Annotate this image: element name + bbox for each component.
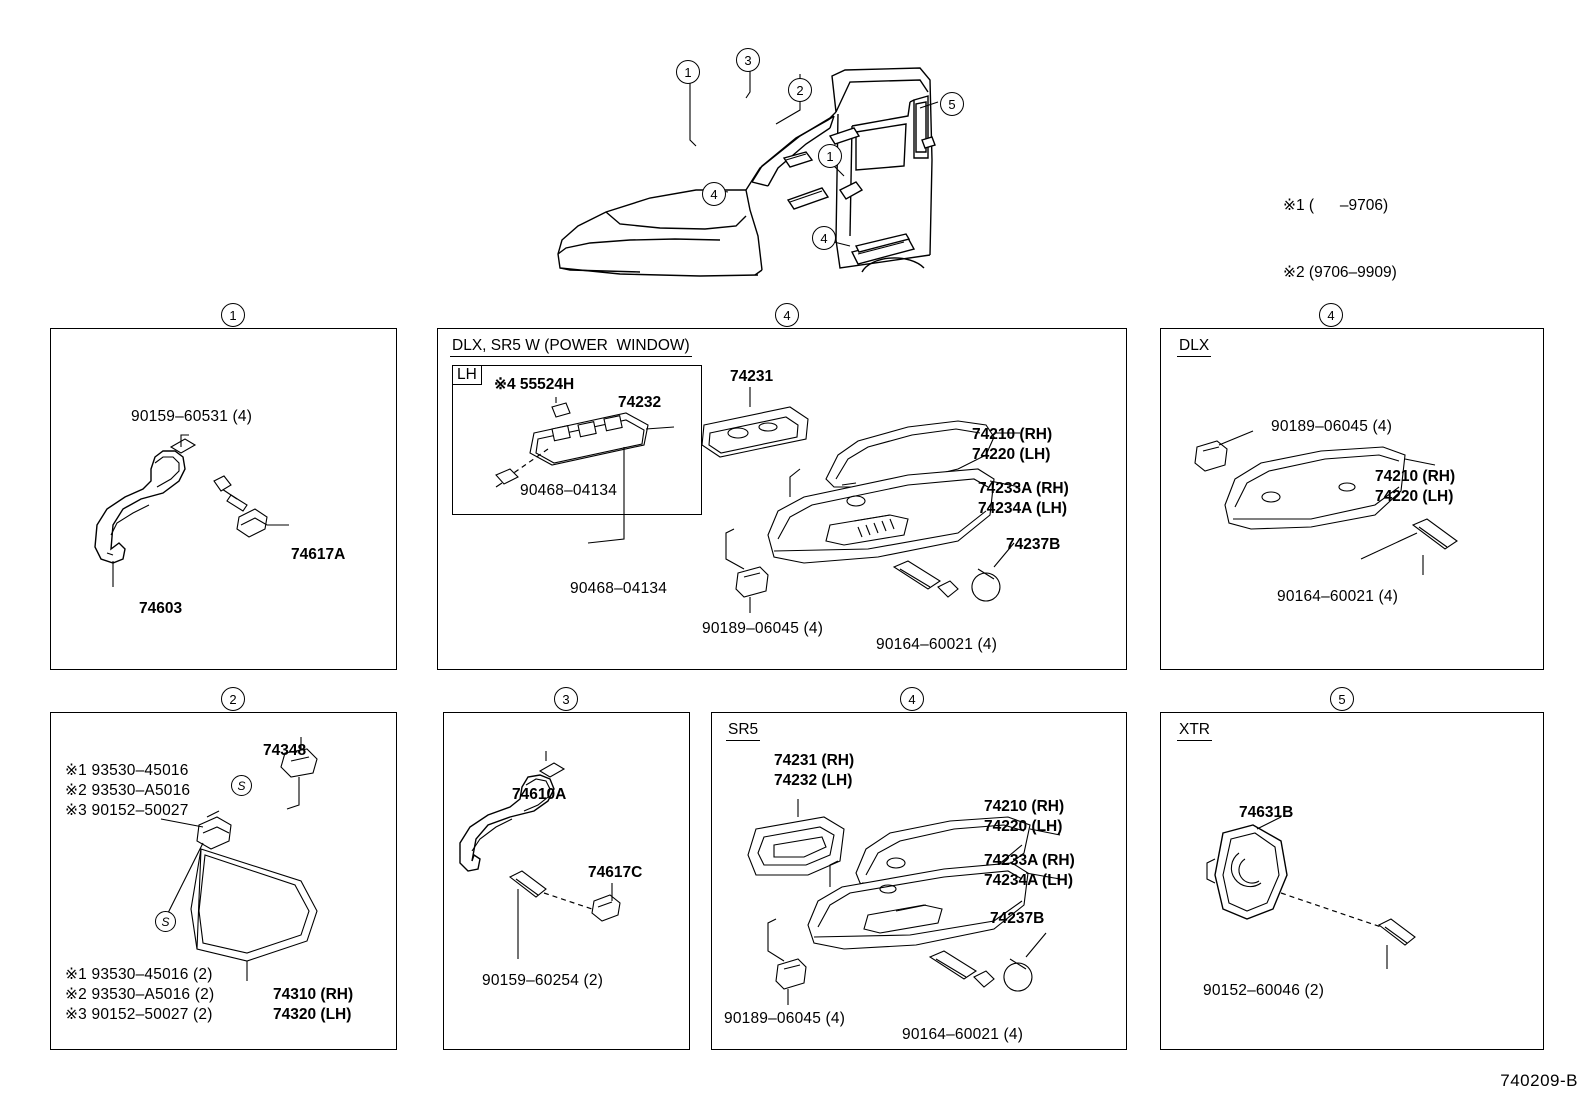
panel-4-dlx-part-2: 74220 (LH) (1375, 488, 1454, 505)
panel-1-part-1: 74617A (291, 546, 346, 563)
panel-4-power-title: DLX, SR5 W (POWER WINDOW) (450, 337, 692, 357)
panel-4-power-part-7: 74233A (RH) (978, 480, 1069, 497)
panel-2-part-3: ※3 90152–50027 (65, 802, 189, 819)
panel-4-sr5-part-6: 74237B (990, 910, 1045, 927)
panel-4-power-part-10: 90189–06045 (4) (702, 620, 824, 637)
panel-4-dlx-part-3: 90164–60021 (4) (1277, 588, 1399, 605)
panel-4-dlx-part-0: 90189–06045 (4) (1271, 418, 1393, 435)
panel-5-part-1: 90152–60046 (2) (1203, 982, 1325, 999)
panel-4-power-part-9: 74237B (1006, 536, 1061, 553)
panel-4-power-part-4: 74231 (730, 368, 774, 385)
panel-5-callout: 5 (1330, 687, 1354, 711)
vehicle-callout-2: 2 (788, 78, 812, 102)
panel-4-power-part-8: 74234A (LH) (978, 500, 1068, 517)
panel-5-title: XTR (1177, 721, 1212, 741)
legend-line-2: ※2 (9706–9909) (1283, 264, 1397, 282)
panel-1-part-2: 74603 (139, 600, 183, 617)
panel-4-sr5-part-1: 74232 (LH) (774, 772, 853, 789)
panel-3-part-2: 90159–60254 (2) (482, 972, 604, 989)
panel-2-screw-symbol-b: S (155, 911, 176, 932)
panel-armrest-power-window (437, 328, 1127, 670)
vehicle-callout-leaders (500, 40, 1020, 280)
vehicle-callout-4b: 4 (812, 226, 836, 250)
panel-4-sr5-title: SR5 (726, 721, 760, 741)
panel-armrest-dlx (1160, 328, 1544, 670)
panel-4-dlx-part-1: 74210 (RH) (1375, 468, 1456, 485)
panel-4-sr5-part-0: 74231 (RH) (774, 752, 855, 769)
vehicle-callout-3: 3 (736, 48, 760, 72)
panel-1-callout: 1 (221, 303, 245, 327)
panel-3-callout: 3 (554, 687, 578, 711)
panel-5-part-0: 74631B (1239, 804, 1294, 821)
panel-4-power-callout: 4 (775, 303, 799, 327)
vehicle-callout-1b: 1 (818, 144, 842, 168)
panel-4-power-part-6: 74220 (LH) (972, 446, 1051, 463)
panel-4-power-part-1: 74232 (618, 394, 662, 411)
panel-3-art (444, 713, 689, 1049)
panel-2-part-7: 74310 (RH) (273, 986, 354, 1003)
panel-4-sr5-part-3: 74220 (LH) (984, 818, 1063, 835)
panel-2-part-4: ※1 93530–45016 (2) (65, 966, 213, 983)
panel-4-power-part-3: 90468–04134 (570, 580, 668, 597)
panel-4-sr5-callout: 4 (900, 687, 924, 711)
panel-1-part-0: 90159–60531 (4) (131, 408, 253, 425)
panel-assist-grip-3 (443, 712, 690, 1050)
panel-2-part-6: ※3 90152–50027 (2) (65, 1006, 213, 1023)
panel-4-sr5-part-8: 90164–60021 (4) (902, 1026, 1024, 1043)
vehicle-callout-5: 5 (940, 92, 964, 116)
panel-4-power-part-11: 90164–60021 (4) (876, 636, 998, 653)
panel-2-part-5: ※2 93530–A5016 (2) (65, 986, 215, 1003)
vehicle-callout-4a: 4 (702, 182, 726, 206)
panel-2-part-8: 74320 (LH) (273, 1006, 352, 1023)
panel-4-dlx-art (1161, 329, 1543, 669)
panel-4-sr5-part-4: 74233A (RH) (984, 852, 1075, 869)
vehicle-callout-1a: 1 (676, 60, 700, 84)
panel-sun-visor (50, 712, 397, 1050)
panel-2-part-1: ※1 93530–45016 (65, 762, 189, 779)
panel-4-dlx-callout: 4 (1319, 303, 1343, 327)
panel-4-power-part-5: 74210 (RH) (972, 426, 1053, 443)
panel-2-part-0: 74348 (263, 742, 307, 759)
panel-2-screw-symbol-a: S (231, 775, 252, 796)
panel-coat-hook-xtr (1160, 712, 1544, 1050)
panel-4-sr5-part-7: 90189–06045 (4) (724, 1010, 846, 1027)
panel-2-callout: 2 (221, 687, 245, 711)
panel-2-part-2: ※2 93530–A5016 (65, 782, 191, 799)
panel-4-sr5-part-2: 74210 (RH) (984, 798, 1065, 815)
panel-3-part-1: 74617C (588, 864, 643, 881)
panel-assist-grip-1 (50, 328, 397, 670)
panel-4-power-part-0: ※4 55524H (494, 376, 575, 393)
drawing-number: 740209-B (1500, 1071, 1578, 1090)
panel-1-art (51, 329, 396, 669)
panel-4-power-sublabel: LH (452, 365, 482, 385)
panel-4-power-part-2: 90468–04134 (520, 482, 618, 499)
panel-4-dlx-title: DLX (1177, 337, 1211, 357)
panel-3-part-0: 74610A (512, 786, 567, 803)
panel-armrest-sr5 (711, 712, 1127, 1050)
legend-line-1: ※1 ( –9706) (1283, 196, 1389, 214)
panel-4-sr5-part-5: 74234A (LH) (984, 872, 1074, 889)
